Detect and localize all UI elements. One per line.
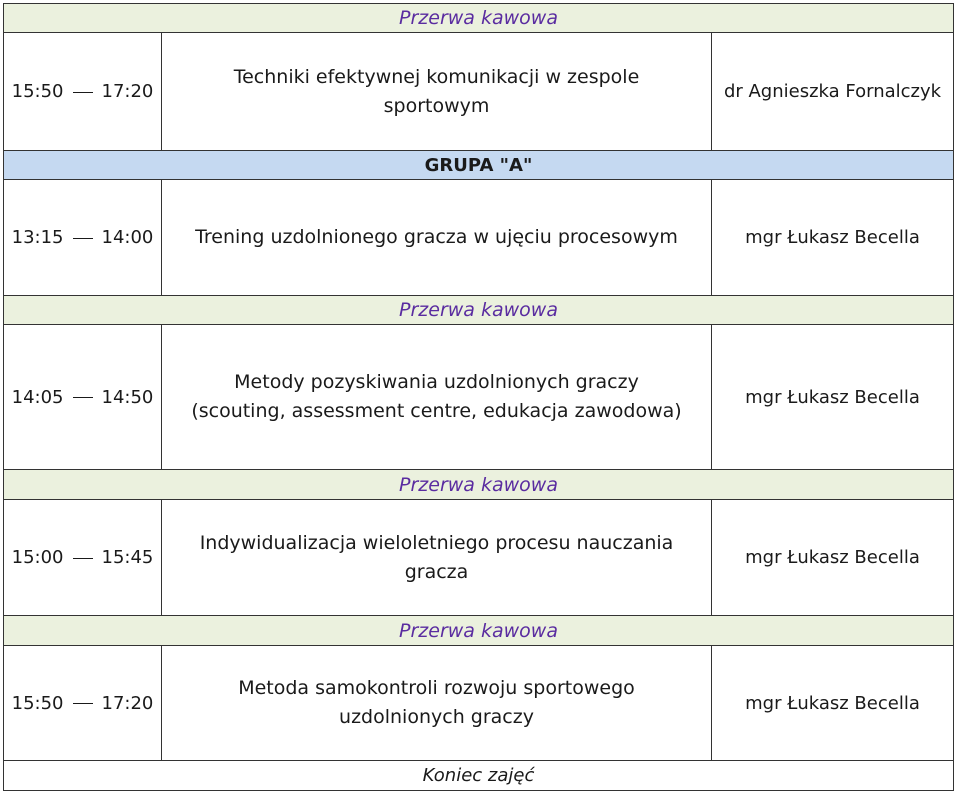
start-time: 15:50 [11, 81, 64, 102]
group-title: GRUPA "A" [4, 151, 954, 180]
end-time: 15:45 [101, 547, 154, 568]
session-row [4, 500, 954, 616]
coffee-break-label: Przerwa kawowa [399, 299, 558, 321]
end-time: 17:20 [101, 81, 154, 102]
session-row [4, 646, 954, 761]
time-cell [4, 325, 162, 470]
speaker-cell: mgr Łukasz Becella [712, 180, 954, 296]
start-time: 13:15 [11, 227, 64, 248]
end-row [4, 761, 954, 791]
break-row [4, 470, 954, 500]
session-row [4, 180, 954, 296]
end-of-classes-label: Koniec zajęć [422, 765, 535, 786]
coffee-break-cell [4, 296, 954, 325]
speaker-cell: mgr Łukasz Becella [712, 646, 954, 761]
break-row [4, 616, 954, 646]
start-time: 14:05 [11, 386, 64, 408]
speaker-cell: mgr Łukasz Becella [712, 500, 954, 616]
group-row [4, 151, 954, 180]
coffee-break-label: Przerwa kawowa [399, 619, 558, 642]
time-dash [73, 558, 93, 559]
topic-cell: Indywidualizacja wieloletniego procesu nauczania gracza [162, 500, 712, 616]
time-dash [73, 397, 93, 398]
topic-cell: Techniki efektywnej komunikacji w zespole sportowym [162, 33, 712, 151]
start-time: 15:50 [11, 692, 64, 714]
end-time: 14:00 [101, 227, 154, 248]
topic-cell: Metoda samokontroli rozwoju sportowego uzdolnionych graczy [162, 646, 712, 761]
coffee-break-cell [4, 470, 954, 500]
speaker-cell: mgr Łukasz Becella [712, 325, 954, 470]
topic-cell: Metody pozyskiwania uzdolnionych graczy (scouting, assessment centre, edukacja zawodowa) [162, 325, 712, 470]
end-of-classes-cell [4, 761, 954, 791]
break-row [4, 4, 954, 33]
start-time: 15:00 [11, 547, 64, 568]
coffee-break-label: Przerwa kawowa [399, 7, 558, 29]
speaker-cell: dr Agnieszka Fornalczyk [712, 33, 954, 151]
end-time: 17:20 [101, 692, 154, 714]
session-row [4, 325, 954, 470]
time-cell [4, 500, 162, 616]
time-dash [73, 703, 93, 704]
coffee-break-cell [4, 4, 954, 33]
time-cell [4, 33, 162, 151]
time-cell [4, 180, 162, 296]
time-dash [73, 92, 93, 93]
time-dash [73, 238, 93, 239]
break-row [4, 296, 954, 325]
schedule-table [3, 3, 954, 791]
topic-cell: Trening uzdolnionego gracza w ujęciu procesowym [162, 180, 712, 296]
coffee-break-label: Przerwa kawowa [399, 473, 558, 496]
coffee-break-cell [4, 616, 954, 646]
session-row [4, 33, 954, 151]
end-time: 14:50 [101, 386, 154, 408]
time-cell [4, 646, 162, 761]
